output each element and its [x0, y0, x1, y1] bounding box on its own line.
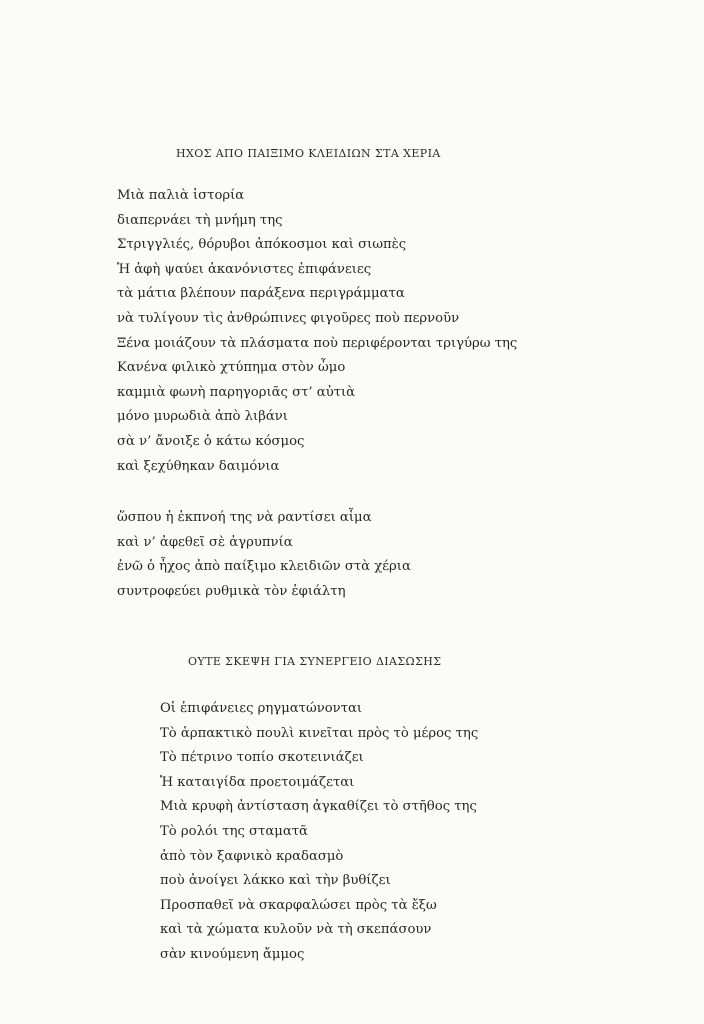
- poem-line: σὰ ν’ ἄνοιξε ὁ κάτω κόσμος: [117, 433, 305, 449]
- poem-line: ὥσπου ἡ ἐκπνοή της νὰ ραντίσει αἷμα: [117, 510, 372, 525]
- poem-line: σὰν κινούμενη ἄμμος: [160, 946, 305, 962]
- poem-line: Μιὰ παλιὰ ἱστορία: [117, 188, 245, 203]
- poem-line: Τὸ ρολόι της σταματᾶ: [160, 823, 308, 839]
- poem-line: Ἡ καταιγίδα προετοιμάζεται: [160, 774, 355, 790]
- poem-line: Οἱ ἐπιφάνειες ρηγματώνονται: [160, 701, 363, 716]
- poem-line: μόνο μυρωδιὰ ἀπὸ λιβάνι: [117, 409, 288, 425]
- poem-line: τὰ μάτια βλέπουν παράξενα περιγράμματα: [117, 286, 405, 302]
- poem-line: Τὸ ἁρπακτικὸ πουλὶ κινεῖται πρὸς τὸ μέρος της: [160, 725, 479, 741]
- poem-line: καμμιὰ φωνὴ παρηγοριᾶς στ’ αὐτιὰ: [117, 384, 356, 400]
- poem-line: καὶ ν’ ἀφεθεῖ σὲ ἀγρυπνία: [117, 534, 293, 550]
- poem-stanza: [117, 184, 517, 479]
- poem-title: ΗΧΟΣ ΑΠΟ ΠΑΙΞΙΜΟ ΚΛΕΙΔΙΩΝ ΣΤΑ ΧΕΡΙΑ: [176, 147, 441, 160]
- poem-line: διαπερνάει τὴ μνήμη της: [117, 212, 283, 228]
- poem-line: Μιὰ κρυφὴ ἀντίσταση ἀγκαθίζει τὸ στῆθος της: [160, 799, 477, 815]
- poem-line: Ξένα μοιάζουν τὰ πλάσματα ποὺ περιφέρονται τριγύρω της: [117, 335, 518, 351]
- poem-line: καὶ ξεχύθηκαν δαιμόνια: [117, 458, 280, 474]
- poem-line: ἀπὸ τὸν ξαφνικὸ κραδασμὸ: [160, 848, 344, 864]
- poem-stanza: [160, 697, 478, 968]
- poem-line: Κανένα φιλικὸ χτύπημα στὸν ὦμο: [117, 360, 346, 376]
- poem-stanza: [117, 506, 411, 604]
- poem-line: νὰ τυλίγουν τὶς ἀνθρώπινες φιγοῦρες ποὺ περνοῦν: [117, 310, 460, 326]
- poem-title: ΟΥΤΕ ΣΚΕΨΗ ΓΙΑ ΣΥΝΕΡΓΕΙΟ ΔΙΑΣΩΣΗΣ: [188, 655, 442, 668]
- poem-line: Τὸ πέτρινο τοπίο σκοτεινιάζει: [160, 750, 364, 766]
- poem-line: συντροφεύει ρυθμικὰ τὸν ἐφιάλτη: [117, 583, 346, 599]
- poem-line: Ἡ ἀφὴ ψαύει ἀκανόνιστες ἐπιφάνειες: [117, 261, 372, 277]
- poem-line: Προσπαθεῖ νὰ σκαρφαλώσει πρὸς τὰ ἔξω: [160, 897, 437, 913]
- poem-line: Στριγγλιές, θόρυβοι ἀπόκοσμοι καὶ σιωπὲς: [117, 237, 407, 253]
- poem-line: καὶ τὰ χώματα κυλοῦν νὰ τὴ σκεπάσουν: [160, 922, 432, 938]
- poem-line: ἐνῶ ὁ ἦχος ἀπὸ παίξιμο κλειδιῶν στὰ χέρια: [117, 559, 411, 575]
- poem-line: ποὺ ἀνοίγει λάκκο καὶ τὴν βυθίζει: [160, 873, 391, 889]
